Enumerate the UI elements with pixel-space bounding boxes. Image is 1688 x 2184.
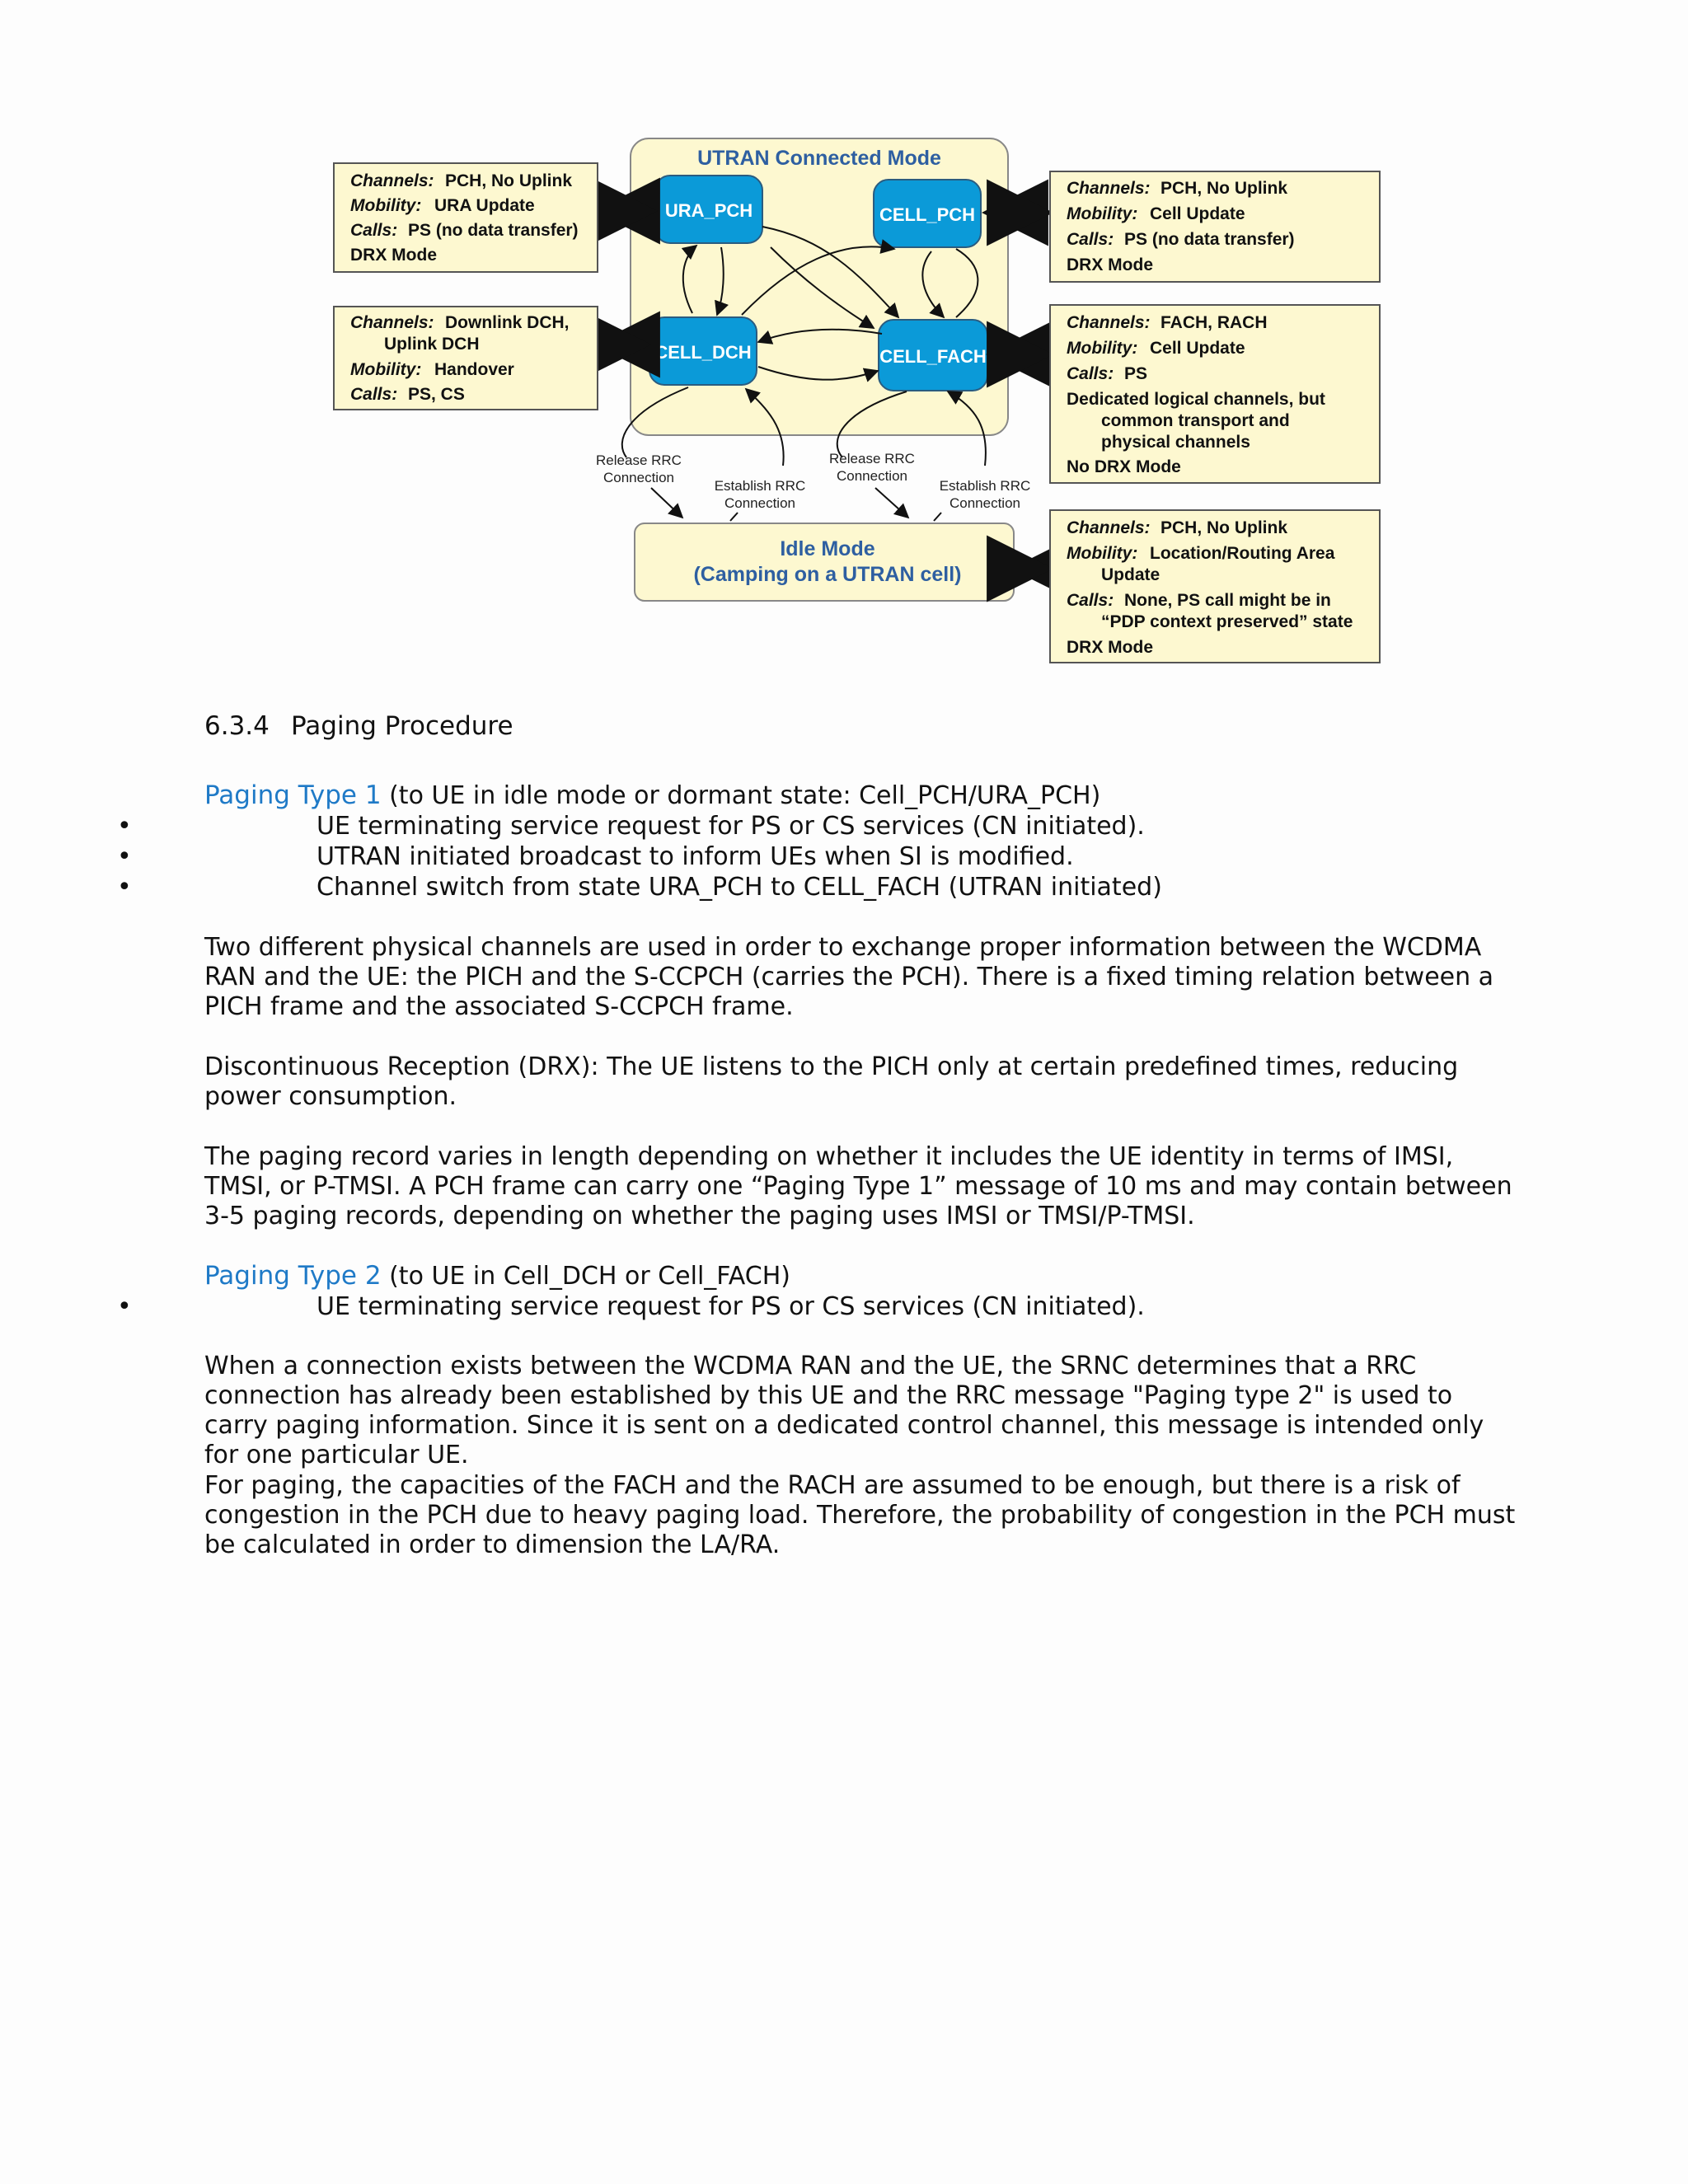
bullet-text: Channel switch from state URA_PCH to CELL_FACH (UTRAN initiated)	[316, 873, 1162, 902]
section-title: Paging Procedure	[291, 711, 513, 741]
section-heading	[204, 711, 513, 741]
svg-text:Channels:: Channels:	[1067, 179, 1151, 198]
svg-text:Channels:: Channels:	[350, 313, 434, 332]
svg-text:common transport and: common transport and	[1101, 411, 1290, 430]
svg-text:PCH, No Uplink: PCH, No Uplink	[1160, 179, 1288, 198]
svg-text:Channels:: Channels:	[1067, 518, 1151, 537]
svg-text:No DRX Mode: No DRX Mode	[1067, 457, 1181, 476]
svg-text:Mobility:: Mobility:	[1067, 204, 1138, 223]
bullet-icon: •	[117, 873, 132, 902]
svg-text:Calls:: Calls:	[1067, 230, 1114, 249]
svg-text:DRX Mode: DRX Mode	[1067, 255, 1153, 274]
info-box-cell-dch	[334, 307, 598, 410]
svg-text:Establish RRC: Establish RRC	[939, 478, 1031, 494]
svg-text:PS (no data transfer): PS (no data transfer)	[1124, 230, 1295, 249]
svg-text:Release RRC: Release RRC	[829, 451, 915, 466]
svg-text:Update: Update	[1101, 565, 1160, 584]
info-box-cell-pch	[1050, 171, 1380, 282]
svg-text:Uplink DCH: Uplink DCH	[384, 335, 480, 354]
section-number: 6.3.4	[204, 711, 270, 741]
svg-text:PCH, No Uplink: PCH, No Uplink	[1160, 518, 1288, 537]
svg-text:Mobility:: Mobility:	[350, 360, 422, 379]
bullet-text: UTRAN initiated broadcast to inform UEs when SI is modified.	[316, 842, 1074, 871]
idle-mode-box	[635, 523, 1014, 601]
svg-text:Cell Update: Cell Update	[1150, 204, 1245, 223]
svg-text:PCH, No Uplink: PCH, No Uplink	[445, 171, 573, 190]
svg-text:Calls:: Calls:	[350, 385, 398, 404]
rrc-state-diagram	[0, 0, 1688, 676]
svg-text:Idle Mode: Idle Mode	[780, 537, 875, 560]
bullet-icon: •	[117, 812, 132, 841]
info-box-cell-fach	[1050, 305, 1380, 483]
list-item	[0, 873, 1688, 902]
svg-text:DRX Mode: DRX Mode	[1067, 638, 1153, 657]
paging-type-2-desc: (to UE in Cell_DCH or Cell_FACH)	[381, 1262, 791, 1291]
paragraph-srnc: When a connection exists between the WCDMA RAN and the UE, the SRNC determines that a RRC connection has already been established by this UE and the RRC message "Paging type 2" is used to carry paging information. Since it is sent on a dedicated control channel, this message is intended only for one particular UE.	[204, 1352, 1484, 1469]
info-box-ura-pch	[334, 163, 598, 272]
paging-type-1-line	[204, 780, 1100, 811]
svg-text:PS (no data transfer): PS (no data transfer)	[408, 221, 579, 240]
bullet-icon: •	[117, 842, 132, 871]
svg-text:Release RRC: Release RRC	[596, 452, 682, 468]
svg-text:URA Update: URA Update	[434, 196, 535, 215]
list-item	[0, 842, 1688, 872]
svg-text:DRX Mode: DRX Mode	[350, 246, 437, 265]
paging-type-2-line	[204, 1261, 790, 1291]
bullet-text: UE terminating service request for PS or CS services (CN initiated).	[316, 1292, 1145, 1321]
paragraph-paging-record: The paging record varies in length depending on whether it includes the UE identity in terms of IMSI, TMSI, or P-TMSI. A PCH frame can carry one “Paging Type 1” message of 10 ms and may contain between 3-5 paging records, depending on whether the paging uses IMSI or TMSI/P-TMSI.	[204, 1142, 1512, 1230]
svg-text:Connection: Connection	[949, 495, 1021, 511]
state-ura-pch	[655, 176, 762, 243]
panel-title: UTRAN Connected Mode	[697, 147, 941, 170]
svg-text:CELL_PCH: CELL_PCH	[879, 204, 976, 225]
svg-text:Connection: Connection	[836, 468, 908, 484]
svg-text:“PDP context preserved” state: “PDP context preserved” state	[1101, 612, 1353, 631]
svg-text:PS, CS: PS, CS	[408, 385, 465, 404]
svg-text:Handover: Handover	[434, 360, 514, 379]
state-cell-dch	[649, 317, 757, 385]
svg-text:URA_PCH: URA_PCH	[664, 200, 753, 221]
bullet-icon: •	[117, 1292, 132, 1321]
svg-text:Downlink DCH,: Downlink DCH,	[445, 313, 570, 332]
svg-text:Cell Update: Cell Update	[1150, 339, 1245, 358]
info-box-idle	[1050, 510, 1380, 663]
svg-text:Calls:: Calls:	[350, 221, 398, 240]
svg-text:Establish RRC: Establish RRC	[714, 478, 806, 494]
svg-text:Channels:: Channels:	[350, 171, 434, 190]
paging-type-1-desc: (to UE in idle mode or dormant state: Cell_PCH/URA_PCH)	[381, 781, 1101, 810]
list-item	[0, 812, 1688, 841]
paragraph-congestion: For paging, the capacities of the FACH and the RACH are assumed to be enough, but there is a risk of congestion in the PCH due to heavy paging load. Therefore, the probability of congestion in the PCH must be calculated in order to dimension the LA/RA.	[204, 1471, 1516, 1559]
svg-text:None, PS call might be in: None, PS call might be in	[1124, 591, 1331, 610]
svg-text:PS: PS	[1124, 364, 1148, 383]
paragraph-physical-channels: Two different physical channels are used in order to exchange proper information between the WCDMA RAN and the UE: the PICH and the S-CCPCH (carries the PCH). There is a fixed timing relation between a PICH frame and the associated S-CCPCH frame.	[204, 933, 1494, 1021]
list-item	[0, 1292, 1688, 1322]
transition-labels	[596, 451, 1030, 511]
paging-type-1-label: Paging Type 1	[204, 780, 382, 810]
svg-text:physical channels: physical channels	[1101, 433, 1250, 452]
svg-text:CELL_DCH: CELL_DCH	[654, 342, 752, 363]
svg-text:Calls:: Calls:	[1067, 591, 1114, 610]
svg-text:Calls:: Calls:	[1067, 364, 1114, 383]
bullet-text: UE terminating service request for PS or CS services (CN initiated).	[316, 812, 1145, 841]
state-cell-pch	[874, 180, 981, 247]
svg-text:Mobility:: Mobility:	[350, 196, 422, 215]
svg-text:Mobility:: Mobility:	[1067, 544, 1138, 563]
svg-text:(Camping on a UTRAN cell): (Camping on a UTRAN cell)	[693, 563, 962, 586]
svg-text:Dedicated logical channels, bu: Dedicated logical channels, but	[1067, 390, 1325, 409]
svg-text:Connection: Connection	[603, 470, 675, 485]
svg-text:FACH, RACH: FACH, RACH	[1160, 313, 1268, 332]
svg-text:Connection: Connection	[724, 495, 796, 511]
state-cell-fach	[879, 320, 987, 391]
paging-type-2-label: Paging Type 2	[204, 1261, 382, 1291]
svg-text:Location/Routing Area: Location/Routing Area	[1150, 544, 1335, 563]
svg-text:Channels:: Channels:	[1067, 313, 1151, 332]
svg-text:CELL_FACH: CELL_FACH	[879, 346, 987, 367]
svg-text:Mobility:: Mobility:	[1067, 339, 1138, 358]
paragraph-drx: Discontinuous Reception (DRX): The UE listens to the PICH only at certain predefined times, reducing power consumption.	[204, 1052, 1459, 1111]
